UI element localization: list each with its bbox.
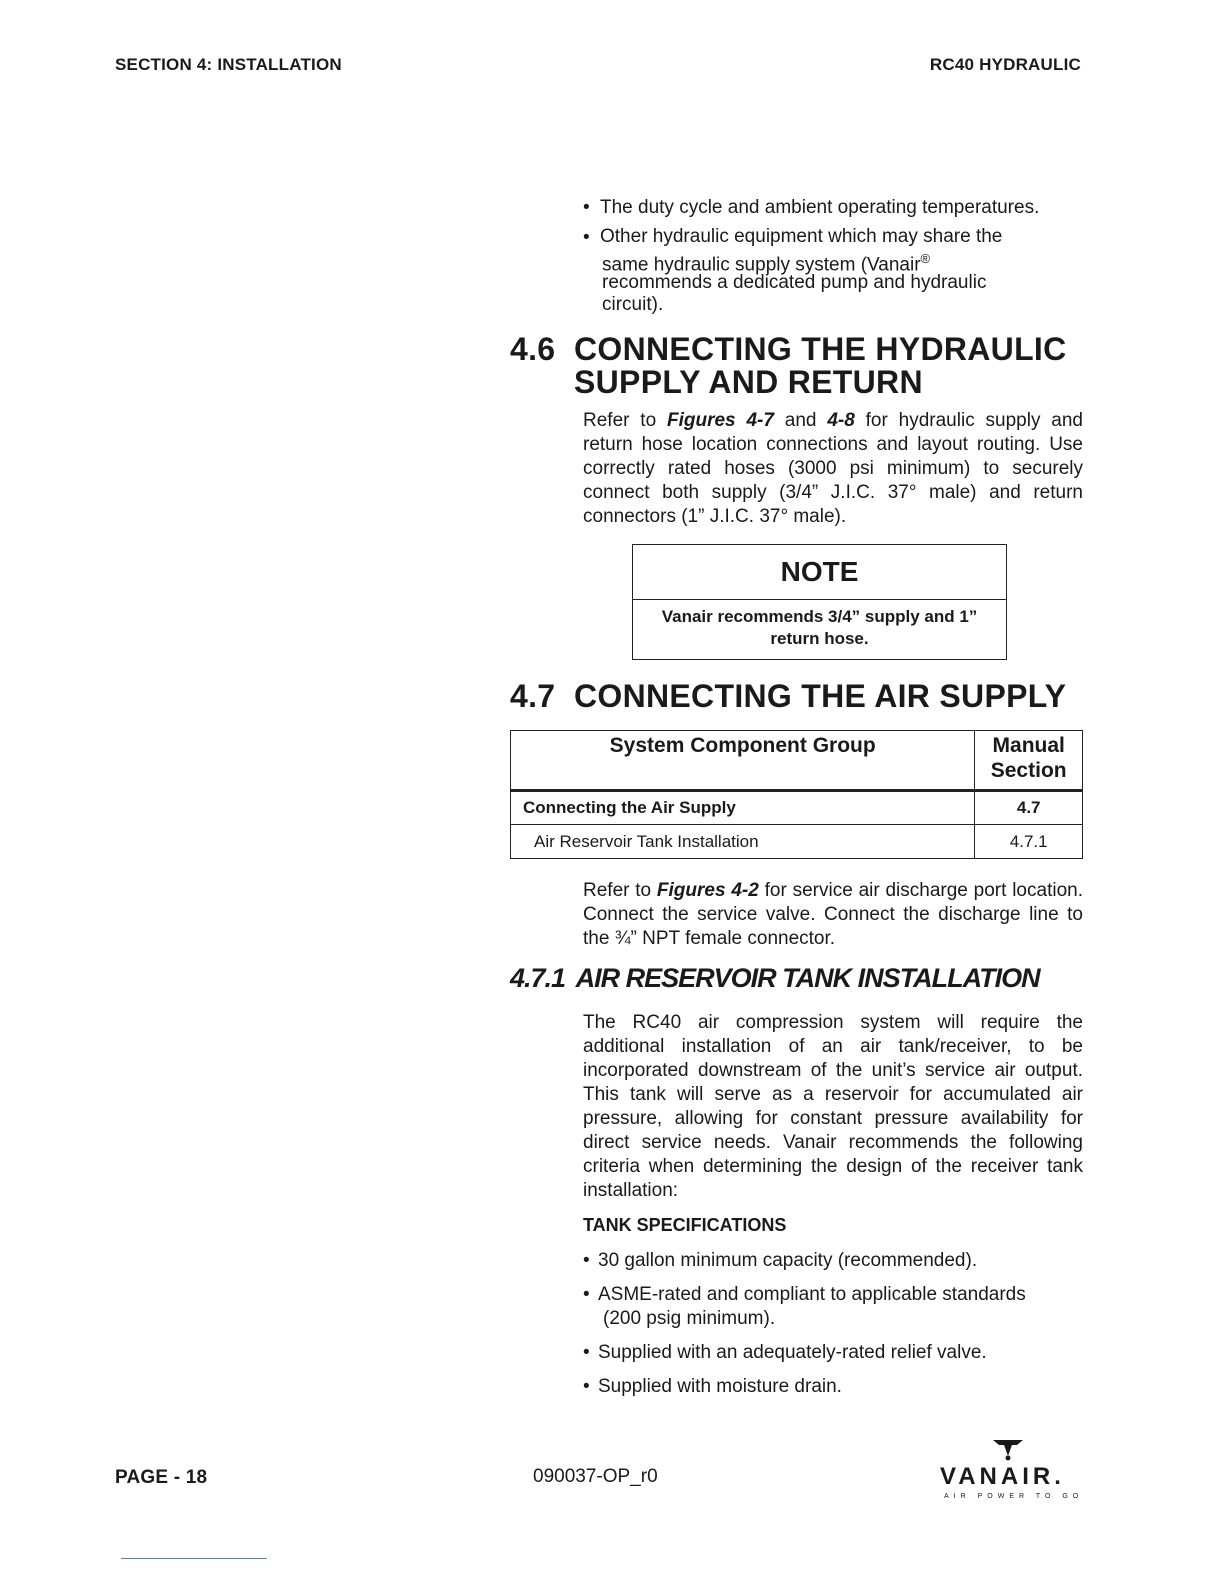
vanair-logo (940, 1436, 1090, 1506)
table-cell: 4.7.1 (975, 825, 1083, 859)
figure-reference: Figures 4-2 (656, 880, 759, 901)
section-heading-4-7: 4.7 CONNECTING THE AIR SUPPLY (510, 678, 1067, 714)
component-table (510, 730, 1083, 859)
table-header-row (511, 731, 1083, 791)
logo-tagline: AIR POWER TO GO (944, 1493, 1084, 1500)
section-4-7-1-paragraph: The RC40 air compression system will require the additional installation of an air tank/receiver, to be incorporated downstream of the unit’s service air output. This tank will serve as a reservoir for accumulated air pressure, allowing for constant pressure availability for direct service needs. Vanair recommends the following criteria when determining the design of the receiver tank installation: (583, 1012, 1083, 1201)
section-4-7-paragraph: Refer to Figures 4-2 for service air discharge port location. Connect the service valve. Connect the discharge line to the ¾” NPT female connector. (583, 880, 1083, 949)
note-body: Vanair recommends 3/4” supply and 1” return hose. (661, 607, 978, 648)
column-header: Manual Section (975, 731, 1083, 791)
bullet-icon: • (583, 1342, 590, 1363)
document-number: 090037-OP_r0 (533, 1466, 658, 1487)
table-row (511, 825, 1083, 859)
note-box (632, 544, 1007, 660)
table-row (511, 791, 1083, 825)
logo-wordmark: VANAIR. (940, 1463, 1065, 1490)
running-header-product: RC40 HYDRAULIC (929, 55, 1081, 74)
bullet-icon: • (583, 1376, 590, 1397)
tank-specifications-heading: TANK SPECIFICATIONS (583, 1215, 787, 1235)
figure-reference: Figures 4-7 (667, 410, 774, 431)
figure-reference: 4-8 (827, 410, 855, 431)
section-heading-4-7-1: 4.7.1 AIR RESERVOIR TANK INSTALLATION (510, 963, 1040, 993)
table-cell: Connecting the Air Supply (511, 791, 975, 825)
table-cell: Air Reservoir Tank Installation (511, 825, 975, 859)
column-header: System Component Group (511, 731, 975, 791)
bullet-icon: • (583, 1284, 590, 1305)
table-cell: 4.7 (975, 791, 1083, 825)
page-number: PAGE - 18 (115, 1467, 208, 1488)
section-heading-4-6: 4.6 CONNECTING THE HYDRAULIC SUPPLY AND RETURN (510, 331, 1067, 400)
bullet-icon: • (583, 227, 590, 248)
bullet-icon: • (583, 197, 590, 218)
running-header-section: SECTION 4: INSTALLATION (115, 55, 342, 74)
section-4-6-paragraph: Refer to Figures 4-7 and 4-8 for hydraulic supply and return hose location connections and layout routing. Use correctly rated hoses (3000 psi minimum) to securely connect both supply (3/4” J.I.C. 37° male) and return connectors (1” J.I.C. 37° male). (583, 410, 1083, 527)
divider (121, 1558, 267, 1559)
vanair-bird-icon (990, 1436, 1026, 1462)
note-title: NOTE (633, 545, 1006, 600)
bullet-icon: • (583, 1250, 590, 1271)
